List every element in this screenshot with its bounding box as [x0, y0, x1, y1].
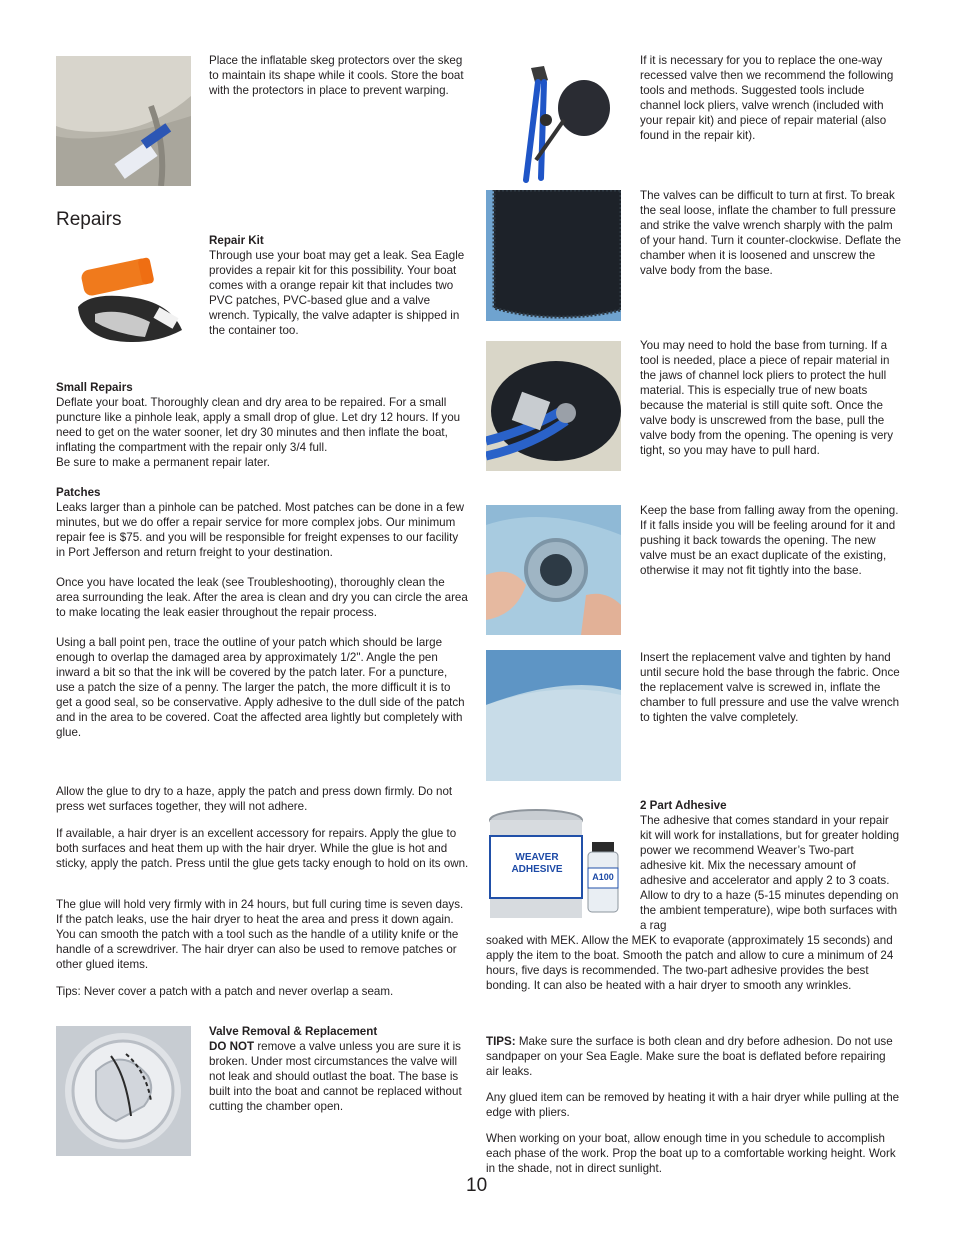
patches-p6: The glue will hold very firmly with in 24 hours, but full curing time is seven days. If the patch leaks, use the hair dryer to heat the area and press it down again. You can smooth the patch with a tool such as the handle of a utility knife or the handle of a screwdriver. The hair dryer can also be used to remove patches or other glued items. [56, 898, 464, 971]
patches-title: Patches [56, 486, 101, 499]
hold-base-text: You may need to hold the base from turning. If a tool is needed, place a piece of repair material in the jaws of channel lock pliers to protect the hull material. This is especially true of new boats because the material is still quite soft. Once the valve body is unscrewed from the base, pull the valve body from the opening. The opening is very tight, so you may have to pull hard. [640, 339, 894, 457]
adhesive-can-photo [486, 806, 634, 924]
small-repairs-section [56, 380, 468, 470]
valve-removal-body: remove a valve unless you are sure it is broken. Under most circumstances the valve will not leak and should outlast the boat. The base is built into the boat and cannot be replaced without cutting the chamber open. [209, 1040, 462, 1113]
patches-p4-block [56, 784, 468, 814]
turn-text: The valves can be difficult to turn at first. To break the seal loose, inflate the chamber to full pressure and strike the valve wrench sharply with the palm of your hand. Turn it counter-clockwise. Deflate the chamber when it is loosened and unscrew the valve body from the base. [640, 189, 901, 277]
working-block: When working on your boat, allow enough time in you schedule to accomplish each phase of the work. Prop the boat up to a comfortable working height. Work in the shade, not in direct sunlight. [486, 1132, 896, 1175]
patches-p4: Allow the glue to dry to a haze, apply the patch and press down firmly. Do not press wet surfaces together, they will not adhere. [56, 785, 453, 813]
repair-kit-title: Repair Kit [209, 234, 264, 247]
small-repairs-note: Be sure to make a permanent repair later. [56, 456, 270, 469]
patches-p5: If available, a hair dryer is an excellent accessory for repairs. Apply the glue to both surfaces and heat them up with the hair dryer. While the glue is hot and sticky, apply the patch. Press until the glue gets tacky enough to hold on its own. [56, 827, 469, 870]
adhesive-body: The adhesive that comes standard in your repair kit will work for installations, but for greater holding power we recommend Weaver’s Two-part adhesive kit. Mix the necessary amount of adhesive and accelerator and apply 2 to 3 coats. Allow to dry to a haze (5-15 minutes depending on the ambient temperature), wipe both surfaces with a rag [640, 814, 900, 932]
tips-lead: TIPS: [486, 1035, 516, 1048]
glued-item-block: Any glued item can be removed by heating it with a hair dryer while pulling at the edge with pliers. [486, 1091, 900, 1119]
adhesive-text [640, 798, 902, 933]
adhesive-title: 2 Part Adhesive [640, 799, 727, 812]
skeg-protector-photo [56, 56, 191, 186]
patches-p7: Tips: Never cover a patch with a patch and never overlap a seam. [56, 985, 394, 998]
patches-p7-block [56, 984, 468, 999]
can-brand-label: WEAVER ADHESIVE [511, 852, 563, 875]
valve-opening-photo [486, 505, 621, 635]
valve-removal-lead: DO NOT [209, 1040, 255, 1053]
patches-section [56, 485, 468, 740]
small-repairs-title: Small Repairs [56, 381, 133, 394]
tools-photo [496, 60, 616, 185]
tips-block [486, 1034, 900, 1079]
patches-p2: Once you have located the leak (see Troubleshooting), thoroughly clean the area surrounding the leak. After the area is clean and dry you can circle the area to make locating the leak easier throughout the repair process. [56, 576, 468, 619]
insert-text: Insert the replacement valve and tighten by hand until secure hold the base through the fabric. Once the replacement valve is screwed in, inflate the chamber to full pressure and use the valve wrench to tighten the valve completely. [640, 651, 900, 724]
patches-p3: Using a ball point pen, trace the outline of your patch which should be large enough to overlap the damaged area by approximately 1/2". Angle the pen inward a bit so that the ink will be covered by the patch later. For a puncture, use a patch the size of a penny. The larger the patch, the more difficult it is to get a good seal, so be conservative. Apply adhesive to the dull side of the patch and in the area to be covered. Coat the affected area lightly but completely with glue. [56, 636, 465, 739]
bottle-label: A100 [592, 872, 614, 882]
adhesive-continued: soaked with MEK. Allow the MEK to evaporate (approximately 15 seconds) and apply the item to the boat. Smooth the patch and allow to cure a minimum of 24 hours, five days is recommended. The two-part adhesive provides the best bonding. It can also be heated with a hair dryer to smooth any wrinkles. [486, 934, 894, 992]
valve-removal-text [209, 1024, 471, 1114]
patches-p1: Leaks larger than a pinhole can be patched. Most patches can be done in a few minutes, but we do offer a repair service for more complex jobs. Our minimum repair fee is $75. and you will be responsible for freight expenses to our facility in Port Jefferson and return freight to your destination. [56, 501, 464, 559]
keep-base-text: Keep the base from falling away from the opening. If it falls inside you will be feeling around for it and pushing it back towards the opening. The new valve must be an exact duplicate of the existing, otherwise it may not fit tightly into the base. [640, 504, 899, 577]
tools-text: If it is necessary for you to replace the one-way recessed valve then we recommend the following tools and methods. Suggested tools include channel lock pliers, valve wrench (included with your repair kit) and piece of repair material (also found in the repair kit). [640, 54, 894, 142]
page-number: 10 [466, 1175, 488, 1196]
repair-kit-body: Through use your boat may get a leak. Sea Eagle provides a repair kit for this possibility. Your boat comes with a orange repair kit that includes two PVC patches, PVC-based glue and a valve wrench. Typically, the valve adapter is shipped in the container too. [209, 249, 465, 337]
small-repairs-body: Deflate your boat. Thoroughly clean and dry area to be repaired. For a small puncture like a pinhole leak, apply a small drop of glue. Let dry 12 hours. If you need to get on the water sooner, let dry 30 minutes and then inflate the boat, inflating the compartment with the repair only 3/4 full. [56, 396, 461, 454]
patches-p5-block [56, 826, 470, 871]
section-title: Repairs [56, 209, 122, 230]
repair-kit-text [209, 233, 471, 338]
skeg-text: Place the inflatable skeg protectors over the skeg to maintain its shape while it cools. Store the boat with the protectors in place to prevent warping. [209, 54, 464, 97]
repair-material-photo [486, 190, 621, 321]
valve-photo [56, 1026, 191, 1156]
repair-kit-photo [70, 252, 192, 344]
valve-removal-title: Valve Removal & Replacement [209, 1025, 378, 1038]
patches-p6-block [56, 897, 468, 972]
tips-body: Make sure the surface is both clean and dry before adhesion. Do not use sandpaper on your Sea Eagle. Make sure the boat is deflated before repairing air leaks. [486, 1035, 893, 1078]
insert-valve-photo [486, 650, 621, 781]
pliers-photo [486, 341, 621, 471]
